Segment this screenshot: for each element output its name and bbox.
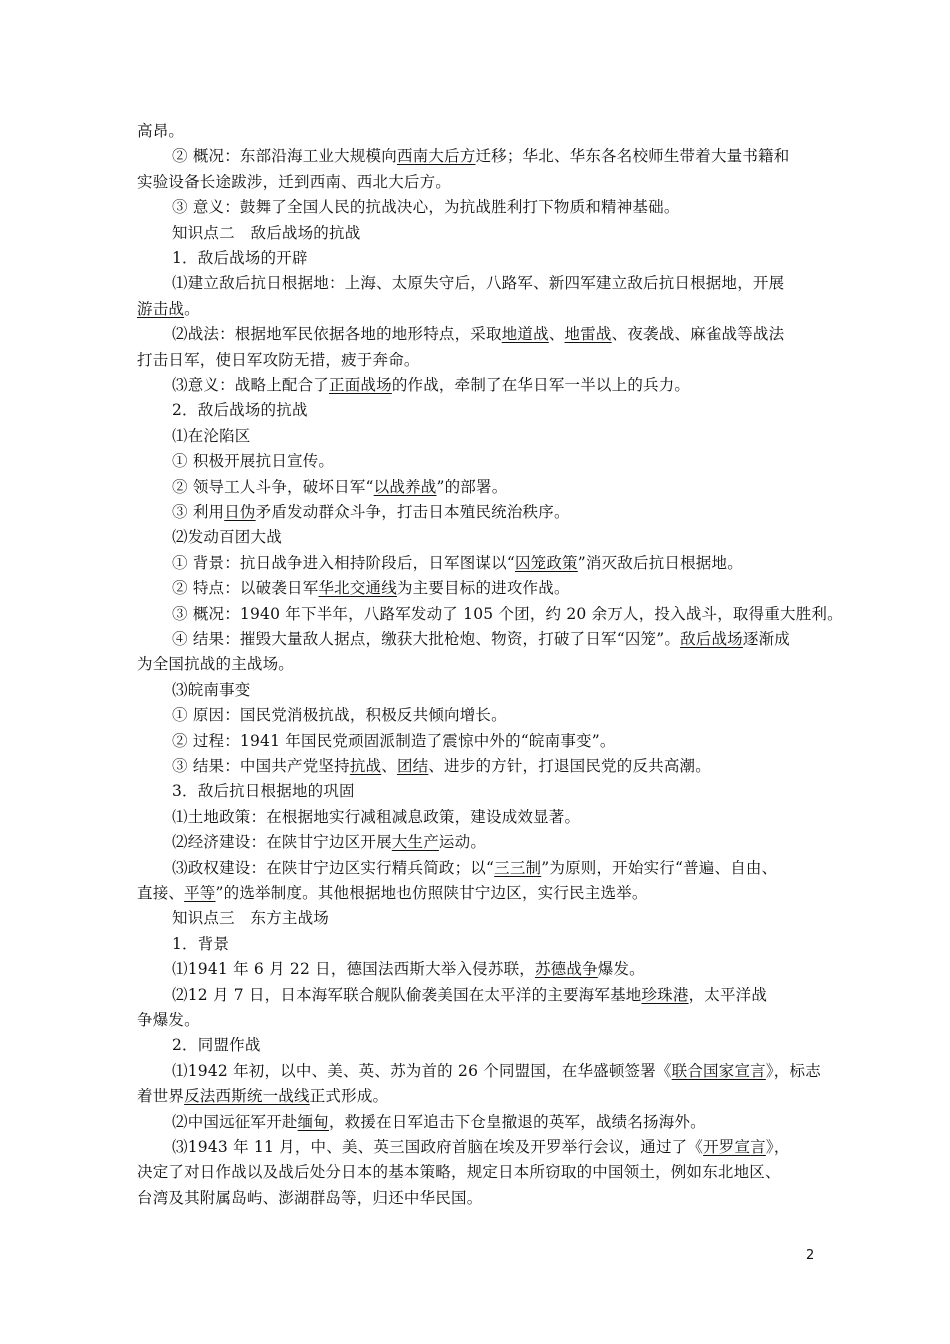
- text-line: [137, 350, 420, 370]
- text-segment: 矛盾发动群众斗争，打击日本殖民统治秩序。: [255, 503, 570, 521]
- text-segment: 逐渐成: [742, 630, 790, 648]
- underlined-answer: 大生产: [391, 833, 439, 852]
- text-line: [172, 1137, 790, 1157]
- underlined-answer: 缅甸: [297, 1112, 330, 1131]
- text-segment: ⑴1941 年 6 月 22 日，德国法西斯大举入侵苏联，: [172, 960, 535, 979]
- underlined-answer: 平等: [184, 884, 216, 902]
- underlined-answer: 敌后战场: [680, 630, 743, 648]
- text-line: [172, 146, 789, 166]
- text-segment: ⑶政权建设：在陕甘宁边区实行精兵简政；以“: [172, 858, 495, 877]
- text-line: [172, 604, 843, 624]
- text-line: [172, 477, 507, 497]
- text-segment: 2．敌后战场的抗战: [172, 401, 308, 420]
- text-line: [172, 502, 570, 522]
- text-line: [172, 781, 355, 801]
- text-segment: ① 积极开展抗日宣传。: [172, 452, 335, 471]
- underlined-answer: 三三制: [494, 858, 542, 877]
- text-segment: ⑴1942 年初，以中、美、英、苏为首的 26 个同盟国，在华盛顿签署《: [172, 1061, 672, 1080]
- text-segment: 正式形成。: [309, 1087, 389, 1106]
- text-line: [172, 273, 784, 293]
- text-segment: 实验设备长途跋涉，迁到西南、西北大后方。: [137, 172, 452, 191]
- text-segment: ③ 利用: [172, 503, 225, 521]
- underlined-answer: 游击战: [137, 299, 185, 318]
- underlined-answer: 联合国家宣言: [671, 1061, 766, 1080]
- text-segment: ⑵中国远征军开赴: [172, 1112, 298, 1131]
- text-line: [172, 1035, 261, 1055]
- text-segment: 的作战，牵制了在华日军一半以上的兵力。: [391, 376, 691, 394]
- text-line: [172, 705, 507, 725]
- underlined-answer: 地道战: [501, 325, 549, 344]
- text-line: [172, 756, 711, 776]
- text-line: [172, 527, 282, 547]
- underlined-answer: 正面战场: [329, 376, 392, 394]
- text-line: [172, 197, 680, 217]
- text-segment: ② 过程：1941 年国民党顽固派制造了震惊中外的“皖南事变”。: [172, 731, 616, 750]
- text-segment: 》，标志: [765, 1061, 821, 1080]
- text-segment: 台湾及其附属岛屿、澎湖群岛等，归还中华民国。: [137, 1188, 483, 1207]
- underlined-answer: 地雷战: [564, 325, 612, 344]
- underlined-answer: 反法西斯统一战线: [184, 1087, 310, 1106]
- text-segment: 决定了对日作战以及战后处分日本的基本策略，规定日本所窃取的中国领土，例如东北地区、: [137, 1163, 781, 1182]
- text-line: [172, 375, 690, 395]
- underlined-answer: 以战养战: [373, 477, 437, 496]
- text-segment: ③ 结果：中国共产党坚持: [172, 757, 350, 775]
- text-line: [137, 1010, 200, 1030]
- text-line: [137, 172, 451, 192]
- text-segment: ⑴在沦陷区: [172, 426, 251, 445]
- text-segment: 1．背景: [172, 934, 230, 953]
- text-line: [172, 400, 308, 420]
- text-segment: 打击日军，使日军攻防无措，疲于奔命。: [137, 350, 420, 369]
- text-segment: ”的选举制度。其他根据地也仿照陕甘宁边区，实行民主选举。: [215, 884, 648, 902]
- text-segment: 直接、: [137, 884, 185, 902]
- underlined-answer: 西南大后方: [396, 147, 476, 166]
- text-segment: 知识点二 敌后战场的抗战: [172, 223, 361, 242]
- text-segment: ⑵发动百团大战: [172, 528, 282, 547]
- text-line: [172, 553, 743, 573]
- text-segment: 、进步的方针，打退国民党的反共高潮。: [428, 757, 711, 775]
- text-line: [137, 883, 648, 903]
- text-segment: 着世界: [137, 1087, 185, 1106]
- text-segment: ⑴建立敌后抗日根据地：上海、太原失守后，八路军、新四军建立敌后抗日根据地，开展: [172, 274, 785, 293]
- text-segment: 、夜袭战、麻雀战等战法: [611, 325, 785, 344]
- text-segment: 2．同盟作战: [172, 1036, 261, 1055]
- text-segment: ③ 意义：鼓舞了全国人民的抗战决心，为抗战胜利打下物质和精神基础。: [172, 198, 680, 217]
- text-segment: ① 原因：国民党消极抗战，积极反共倾向增长。: [172, 706, 507, 725]
- text-line: [137, 1086, 388, 1106]
- text-segment: 迁移；华北、华东各名校师生带着大量书籍和: [475, 147, 790, 166]
- text-line: [172, 934, 229, 954]
- text-segment: 为主要目标的进攻作战。: [396, 579, 570, 598]
- text-line: [137, 1188, 482, 1208]
- text-line: [172, 731, 616, 751]
- text-segment: ⑵经济建设：在陕甘宁边区开展: [172, 833, 392, 852]
- text-segment: 》，: [765, 1138, 790, 1156]
- text-segment: 为全国抗战的主战场。: [137, 655, 295, 674]
- text-segment: 、: [381, 757, 397, 775]
- underlined-answer: 抗战: [349, 757, 382, 775]
- text-line: [172, 832, 486, 852]
- underlined-answer: 日伪: [224, 503, 256, 521]
- text-segment: ⑶1943 年 11 月，中、美、英三国政府首脑在埃及开罗举行会议，通过了《: [172, 1138, 704, 1156]
- text-line: [172, 807, 580, 827]
- underlined-answer: 囚笼政策: [514, 553, 578, 572]
- text-line: [172, 578, 570, 598]
- text-line: [172, 680, 251, 700]
- underlined-answer: 华北交通线: [318, 579, 397, 598]
- text-line: [172, 985, 767, 1005]
- underlined-answer: 苏德战争: [534, 960, 598, 979]
- page-number: 2: [806, 1248, 815, 1263]
- text-segment: 3．敌后抗日根据地的巩固: [172, 782, 355, 801]
- text-segment: ② 特点：以破袭日军: [172, 579, 319, 598]
- text-segment: 运动。: [438, 833, 487, 852]
- text-segment: 争爆发。: [137, 1011, 200, 1029]
- text-line: [172, 451, 334, 471]
- text-line: [137, 299, 200, 319]
- text-segment: 1．敌后战场的开辟: [172, 249, 308, 267]
- text-segment: ② 领导工人斗争，破坏日军“: [172, 477, 374, 496]
- text-line: [172, 1061, 821, 1081]
- text-line: [172, 223, 360, 243]
- underlined-answer: 珍珠港: [641, 985, 689, 1004]
- text-line: [172, 959, 645, 979]
- text-line: [172, 324, 784, 344]
- underlined-answer: 开罗宣言: [703, 1138, 766, 1156]
- text-segment: ⑶皖南事变: [172, 680, 251, 699]
- text-segment: ⑴土地政策：在根据地实行减租减息政策，建设成效显著。: [172, 807, 581, 826]
- text-line: [172, 908, 329, 928]
- text-line: [137, 121, 184, 141]
- text-line: [137, 1162, 781, 1182]
- underlined-answer: 团结: [396, 757, 429, 775]
- text-segment: 爆发。: [597, 960, 645, 979]
- text-line: [172, 426, 251, 446]
- text-segment: ⑵12 月 7 日，日本海军联合舰队偷袭美国在太平洋的主要海军基地: [172, 985, 642, 1004]
- text-segment: ，太平洋战: [688, 985, 768, 1004]
- text-segment: ⑵战法：根据地军民依据各地的地形特点，采取: [172, 325, 502, 344]
- text-segment: ，救援在日军追击下仓皇撤退的英军，战绩名扬海外。: [329, 1112, 706, 1131]
- text-line: [172, 1112, 706, 1132]
- text-segment: ”消灭敌后抗日根据地。: [577, 553, 743, 572]
- text-segment: ④ 结果：摧毁大量敌人据点，缴获大批枪炮、物资，打破了日军“囚笼”。: [172, 630, 681, 648]
- text-line: [172, 629, 790, 649]
- text-segment: 知识点三 东方主战场: [172, 909, 330, 928]
- text-segment: ② 概况：东部沿海工业大规模向: [172, 147, 397, 166]
- text-segment: 。: [184, 299, 200, 318]
- text-line: [137, 654, 294, 674]
- text-segment: ”的部署。: [436, 477, 508, 496]
- text-segment: ”为原则，开始实行“普遍、自由、: [541, 858, 778, 877]
- text-segment: 、: [548, 325, 565, 344]
- text-segment: ③ 概况：1940 年下半年，八路军发动了 105 个团，约 20 余万人，投入战斗，取得重大胜利。: [172, 604, 843, 623]
- text-line: [172, 858, 777, 878]
- text-segment: 高昂。: [137, 122, 185, 140]
- text-segment: ① 背景：抗日战争进入相持阶段后，日军图谋以“: [172, 553, 515, 572]
- text-line: [172, 248, 308, 268]
- text-segment: ⑶意义：战略上配合了: [172, 376, 330, 394]
